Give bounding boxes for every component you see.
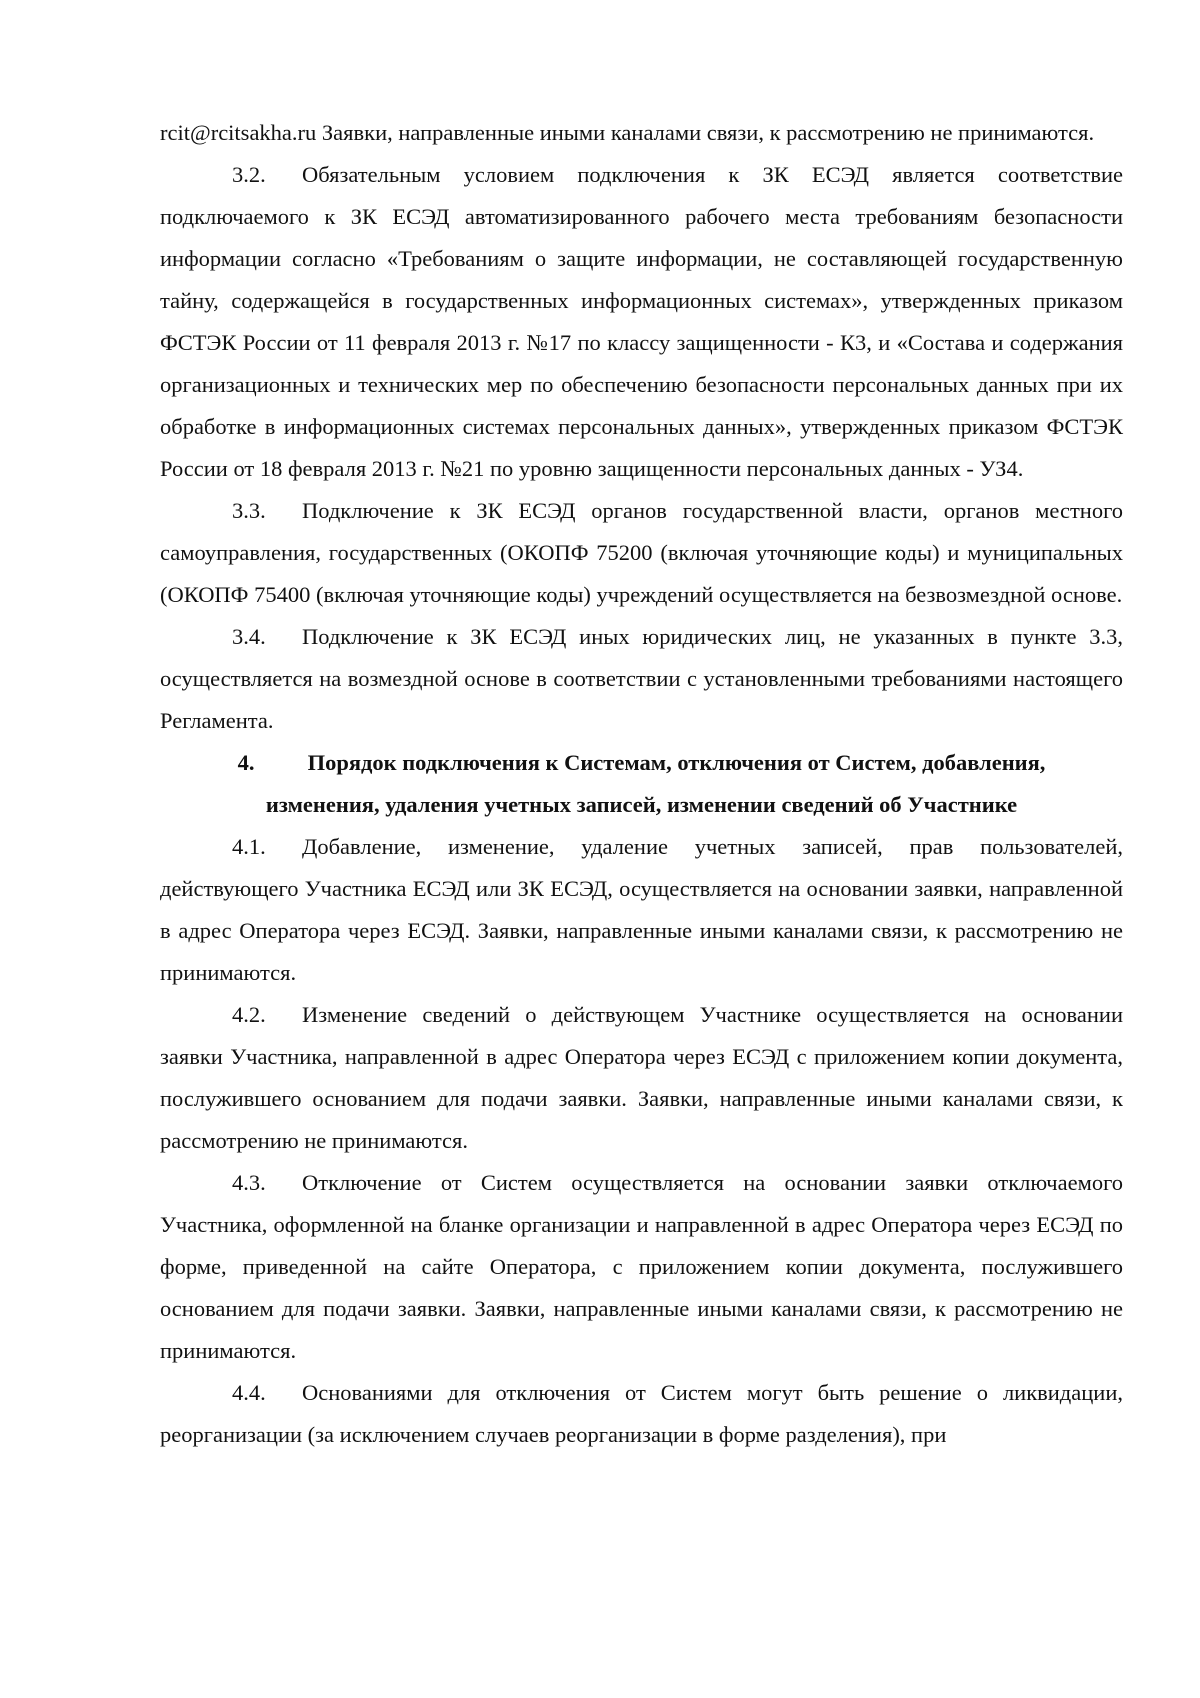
clause-number: 4.1. — [232, 834, 266, 859]
clause-3-4 — [160, 616, 1123, 742]
heading-text: Порядок подключения к Системам, отключения от Систем, добавления, — [307, 750, 1046, 775]
continuation-paragraph: rcit@rcitsakha.ru Заявки, направленные иными каналами связи, к рассмотрению не принимаются. — [160, 120, 1095, 145]
clause-text: Отключение от Систем осуществляется на основании заявки отключаемого Участника, оформленной на бланке организации и направленной в адрес Оператора через ЕСЭД по форме, приведенной на сайте Оператора, с приложением копии документа, послужившего основанием для подачи заявки. Заявки, направленные иными каналами связи, к рассмотрению не принимаются. — [160, 1170, 1123, 1363]
clause-number: 4.3. — [232, 1170, 266, 1195]
clause-4-1 — [160, 826, 1123, 994]
clause-4-2 — [160, 994, 1123, 1162]
clause-number: 4.4. — [232, 1380, 266, 1405]
clause-3-3 — [160, 490, 1123, 616]
document-page — [160, 112, 1123, 1456]
section-number: 4. — [237, 750, 255, 775]
section-4-heading — [160, 742, 1123, 826]
clause-text: Добавление, изменение, удаление учетных записей, прав пользователей, действующего Участника ЕСЭД или ЗК ЕСЭД, осуществляется на основании заявки, направленной в адрес Оператора через ЕСЭД. Заявки, направленные иными каналами связи, к рассмотрению не принимаются. — [160, 834, 1123, 985]
clause-4-4 — [160, 1372, 1123, 1456]
clause-3-2 — [160, 154, 1123, 490]
clause-4-3 — [160, 1162, 1123, 1372]
clause-text: Подключение к ЗК ЕСЭД иных юридических лиц, не указанных в пункте 3.3, осуществляется на возмездной основе в соответствии с установленными требованиями настоящего Регламента. — [160, 624, 1123, 733]
section-4-heading-line2: изменения, удаления учетных записей, изменении сведений об Участнике — [265, 792, 1018, 817]
clause-number: 3.3. — [232, 498, 266, 523]
clause-text: Основаниями для отключения от Систем могут быть решение о ликвидации, реорганизации (за исключением случаев реорганизации в форме разделения), при — [160, 1380, 1123, 1447]
section-4-heading-line1 — [160, 742, 1123, 784]
clause-number: 3.4. — [232, 624, 266, 649]
clause-number: 4.2. — [232, 1002, 266, 1027]
clause-number: 3.2. — [232, 162, 266, 187]
clause-text: Изменение сведений о действующем Участнике осуществляется на основании заявки Участника, направленной в адрес Оператора через ЕСЭД с приложением копии документа, послужившего основанием для подачи заявки. Заявки, направленные иными каналами связи, к рассмотрению не принимаются. — [160, 1002, 1123, 1153]
clause-text: Обязательным условием подключения к ЗК ЕСЭД является соответствие подключаемого к ЗК ЕСЭД автоматизированного рабочего места требованиям безопасности информации согласно «Требованиям о защите информации, не составляющей государственную тайну, содержащейся в государственных информационных системах», утвержденных приказом ФСТЭК России от 11 февраля 2013 г. №17 по классу защищенности - К3, и «Состава и содержания организационных и технических мер по обеспечению безопасности персональных данных при их обработке в информационных системах персональных данных», утвержденных приказом ФСТЭК России от 18 февраля 2013 г. №21 по уровню защищенности персональных данных - УЗ4. — [160, 162, 1123, 481]
clause-text: Подключение к ЗК ЕСЭД органов государственной власти, органов местного самоуправления, государственных (ОКОПФ 75200 (включая уточняющие коды) и муниципальных (ОКОПФ 75400 (включая уточняющие коды) учреждений осуществляется на безвозмездной основе. — [160, 498, 1123, 607]
